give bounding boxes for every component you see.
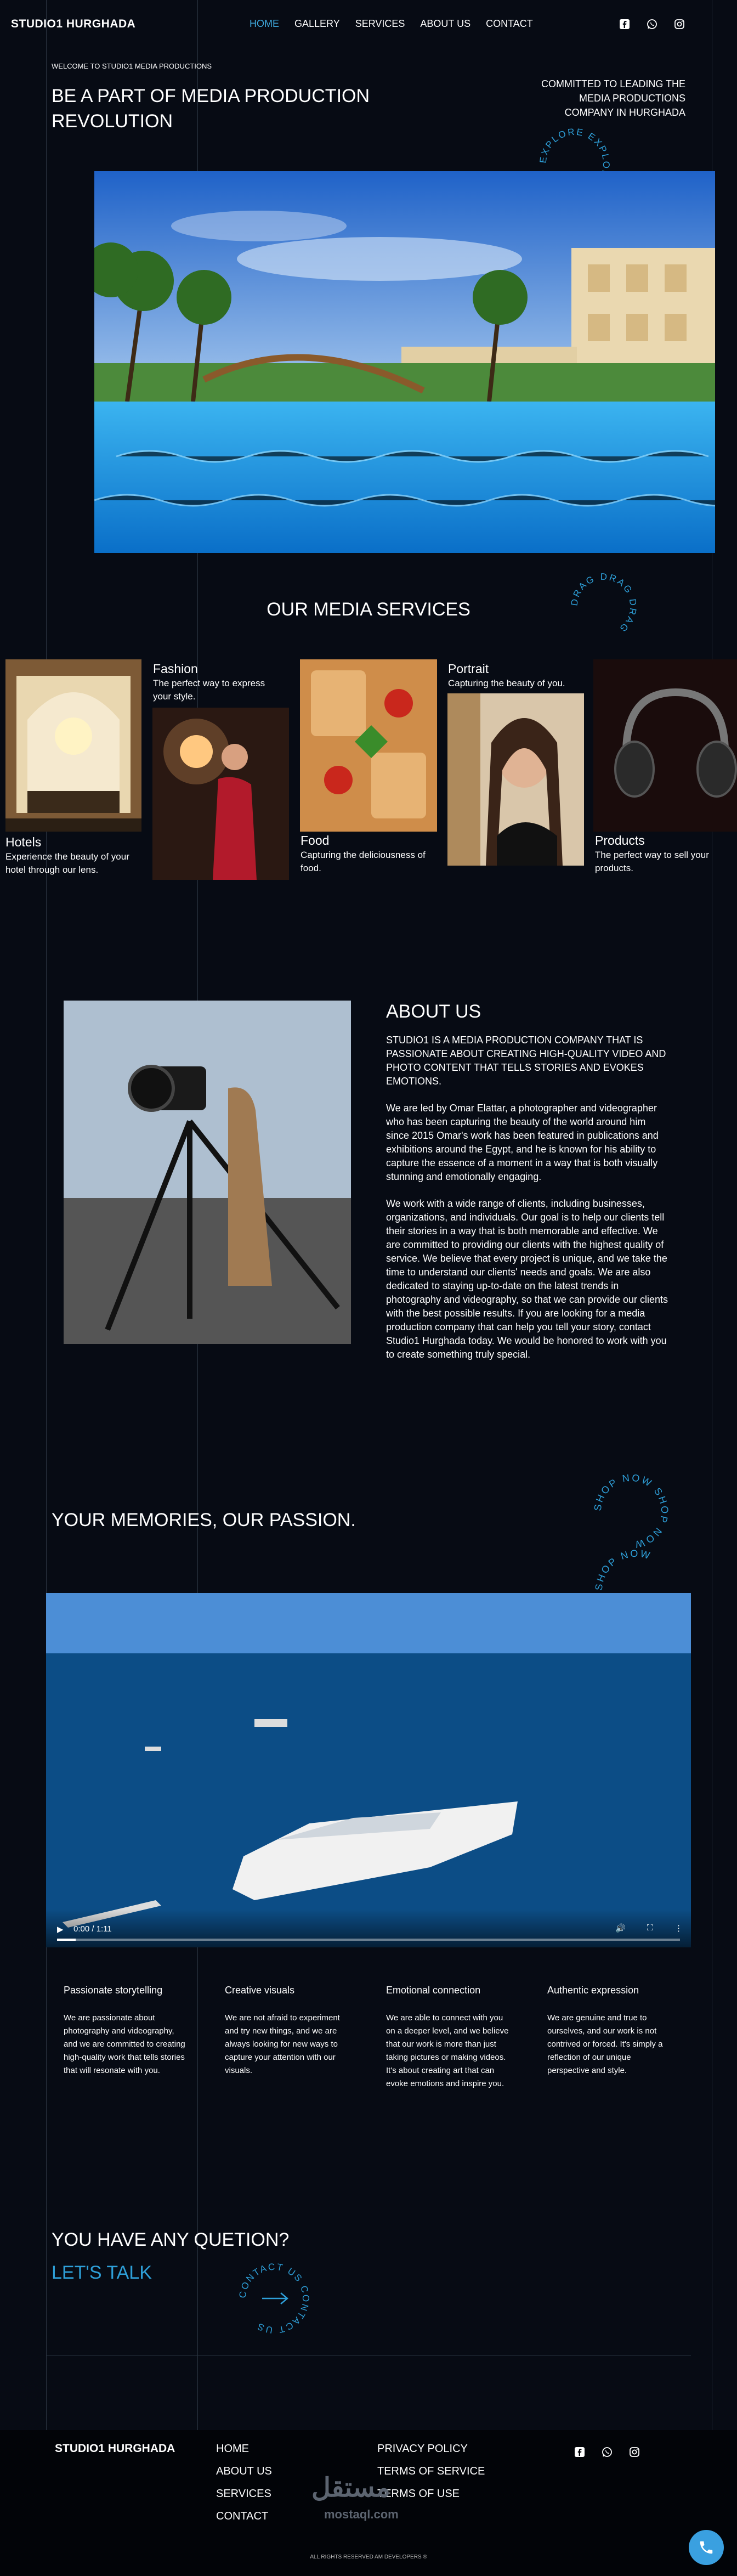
footer-links-primary	[216, 2438, 272, 2528]
svg-text:DRAG DRAG DRAG	[569, 572, 639, 635]
instagram-icon[interactable]	[628, 2446, 640, 2458]
service-fashion-caption	[153, 662, 279, 703]
nav-about[interactable]: ABOUT US	[420, 18, 471, 29]
about-paragraph: We work with a wide range of clients, including businesses, organizations, and individuals. Our goal is to help our clients tell their stories in a way that is both memorable and effective. We are committed to providing our clients with the highest quality of service. We believe that every project is unique, and we take the time to understand our clients' needs and goals. We are also dedicated to staying up-to-date on the latest trends in photography and videography, so that we can provide our clients with the best possible results. If you are looking for a media production company that can help you tell your story, contact Studio1 Hurghada today. We would be honored to work with you to create something truly special.	[386, 1198, 668, 1360]
feature-desc: We are not afraid to experiment and try new things, and we are always looking for new ways to capture your attention with our visuals.	[225, 2013, 340, 2075]
memories-title: YOUR MEMORIES, OUR PASSION.	[52, 1510, 356, 1530]
service-portrait-caption	[448, 662, 580, 690]
nav-contact[interactable]: CONTACT	[486, 18, 533, 29]
fullscreen-icon[interactable]: ⛶	[647, 1923, 653, 1933]
copyright: ALL RIGHTS RESERVED AM DEVELOPERS ®	[310, 2554, 427, 2560]
facebook-icon[interactable]	[574, 2446, 586, 2458]
feature-card	[547, 1985, 673, 2077]
hero-title: BE A PART OF MEDIA PRODUCTION REVOLUTION	[52, 86, 370, 132]
whatsapp-icon[interactable]	[646, 18, 658, 30]
video-controls	[46, 1909, 691, 1947]
about-paragraph: STUDIO1 IS A MEDIA PRODUCTION COMPANY THAT IS PASSIONATE ABOUT CREATING HIGH-QUALITY VIDEO AND PHOTO CONTENT THAT TELLS STORIES AND EVOKES EMOTIONS.	[386, 1035, 666, 1087]
arrow-right-icon	[262, 2293, 287, 2304]
watermark-logo: مستقل	[311, 2473, 390, 2502]
phone-icon	[698, 2539, 715, 2556]
feature-card	[64, 1985, 190, 2077]
footer-link-services[interactable]: SERVICES	[216, 2488, 271, 2500]
services-title: OUR MEDIA SERVICES	[267, 599, 470, 620]
feature-title: Emotional connection	[386, 1985, 481, 1996]
watermark-url: mostaql.com	[324, 2507, 399, 2521]
more-options-icon[interactable]: ⋮	[674, 1924, 683, 1933]
feature-desc: We are genuine and true to ourselves, and our work is not contrived or forced. It's simply a reflection of our unique perspective and style.	[547, 2013, 663, 2075]
feature-desc: We are able to connect with you on a deeper level, and we believe that our work is more than just taking pictures or making videos. It's about creating art that can evoke emotions and inspire you.	[386, 2013, 509, 2088]
explore-circle-text: EXPLORE EXPLO	[537, 126, 612, 171]
feature-title: Creative visuals	[225, 1985, 295, 1996]
drag-circle-text: DRAG DRAG DRAG	[569, 571, 639, 635]
footer-link-home[interactable]: HOME	[216, 2443, 249, 2455]
header-social	[619, 18, 685, 30]
service-desc: Capturing the beauty of you.	[448, 678, 565, 688]
feature-title: Authentic expression	[547, 1985, 639, 1996]
contact-us-circle-badge[interactable]	[236, 2260, 313, 2337]
nav-services[interactable]: SERVICES	[355, 18, 405, 29]
about-body	[386, 1033, 671, 1375]
lets-talk-link[interactable]: LET'S TALK	[52, 2262, 152, 2283]
about-paragraph: We are led by Omar Elattar, a photographer and videographer who has been capturing the beauty of the world around him since 2015 Omar's work has been featured in publications and exhibitions around the Egypt, and he is known for his ability to capture the essence of a moment in a way that is both visually stunning and emotionally engaging.	[386, 1103, 659, 1182]
footer-link-about[interactable]: ABOUT US	[216, 2465, 272, 2477]
hero-image-pool	[94, 171, 715, 553]
feature-desc: We are passionate about photography and videography, and we are committed to creating high-quality work that tells stories that will resonate with you.	[64, 2013, 185, 2075]
instagram-icon[interactable]	[673, 18, 685, 30]
footer-links-legal	[377, 2438, 485, 2505]
service-desc: Experience the beauty of your hotel through our lens.	[5, 851, 129, 875]
contact-circle-text: CONTACT US CONTACT US	[237, 2261, 311, 2336]
drag-circle-badge[interactable]	[568, 570, 639, 642]
service-hotels-caption	[5, 835, 137, 877]
svg-text:SHOP NOW	[593, 1548, 653, 1591]
footer-link-contact[interactable]: CONTACT	[216, 2510, 269, 2522]
footer-link-privacy[interactable]: PRIVACY POLICY	[377, 2443, 468, 2455]
video-time: 0:00 / 1:11	[73, 1924, 112, 1934]
call-button[interactable]	[689, 2530, 724, 2565]
shop-now-circle-text-second: SHOP NOW	[593, 1547, 653, 1591]
service-title: Portrait	[448, 662, 489, 676]
feature-card	[386, 1985, 512, 2091]
footer-brand[interactable]: STUDIO1 HURGHADA	[55, 2442, 175, 2455]
whatsapp-icon[interactable]	[601, 2446, 613, 2458]
yacht-video-player[interactable]	[46, 1593, 691, 1947]
shop-now-circle-badge-second[interactable]	[592, 1530, 680, 1596]
service-title: Fashion	[153, 662, 198, 676]
service-food-caption	[301, 834, 427, 875]
service-portrait-image[interactable]	[447, 693, 584, 866]
service-title: Products	[595, 833, 645, 848]
footer-link-terms-use[interactable]: TERMS OF USE	[377, 2488, 460, 2500]
play-icon[interactable]: ▶	[57, 1925, 64, 1934]
question-title: YOU HAVE ANY QUETION?	[52, 2229, 290, 2250]
guide-line	[46, 0, 47, 2430]
feature-card	[225, 1985, 351, 2077]
service-products-image[interactable]	[593, 659, 737, 832]
service-fashion-image[interactable]	[152, 708, 289, 880]
service-title: Food	[301, 833, 330, 848]
hero-tagline: COMMITTED TO LEADING THE MEDIA PRODUCTIONS COMPANY IN HURGHADA	[541, 78, 685, 118]
video-progress-bar[interactable]	[57, 1939, 680, 1941]
feature-title: Passionate storytelling	[64, 1985, 163, 1996]
about-image-camera-cat	[64, 1001, 351, 1344]
facebook-icon[interactable]	[619, 18, 631, 30]
footer-link-terms-service[interactable]: TERMS OF SERVICE	[377, 2465, 485, 2477]
service-desc: The perfect way to sell your products.	[595, 850, 709, 873]
service-hotels-image[interactable]	[5, 659, 141, 832]
volume-icon[interactable]: 🔊	[615, 1924, 626, 1933]
service-desc: Capturing the deliciousness of food.	[301, 850, 426, 873]
service-desc: The perfect way to express your style.	[153, 678, 265, 702]
nav-gallery[interactable]: GALLERY	[294, 18, 340, 29]
main-nav	[250, 18, 533, 30]
footer-social	[574, 2446, 640, 2458]
service-title: Hotels	[5, 835, 42, 849]
shop-now-circle-text: SHOP NOW SHOP NOW	[592, 1472, 671, 1551]
nav-home[interactable]: HOME	[250, 18, 279, 29]
brand-logo[interactable]: STUDIO1 HURGHADA	[11, 18, 136, 30]
service-food-image[interactable]	[300, 659, 437, 832]
welcome-text: WELCOME TO STUDIO1 MEDIA PRODUCTIONS	[52, 62, 212, 70]
about-title: ABOUT US	[386, 1001, 481, 1022]
service-products-caption	[595, 834, 727, 875]
